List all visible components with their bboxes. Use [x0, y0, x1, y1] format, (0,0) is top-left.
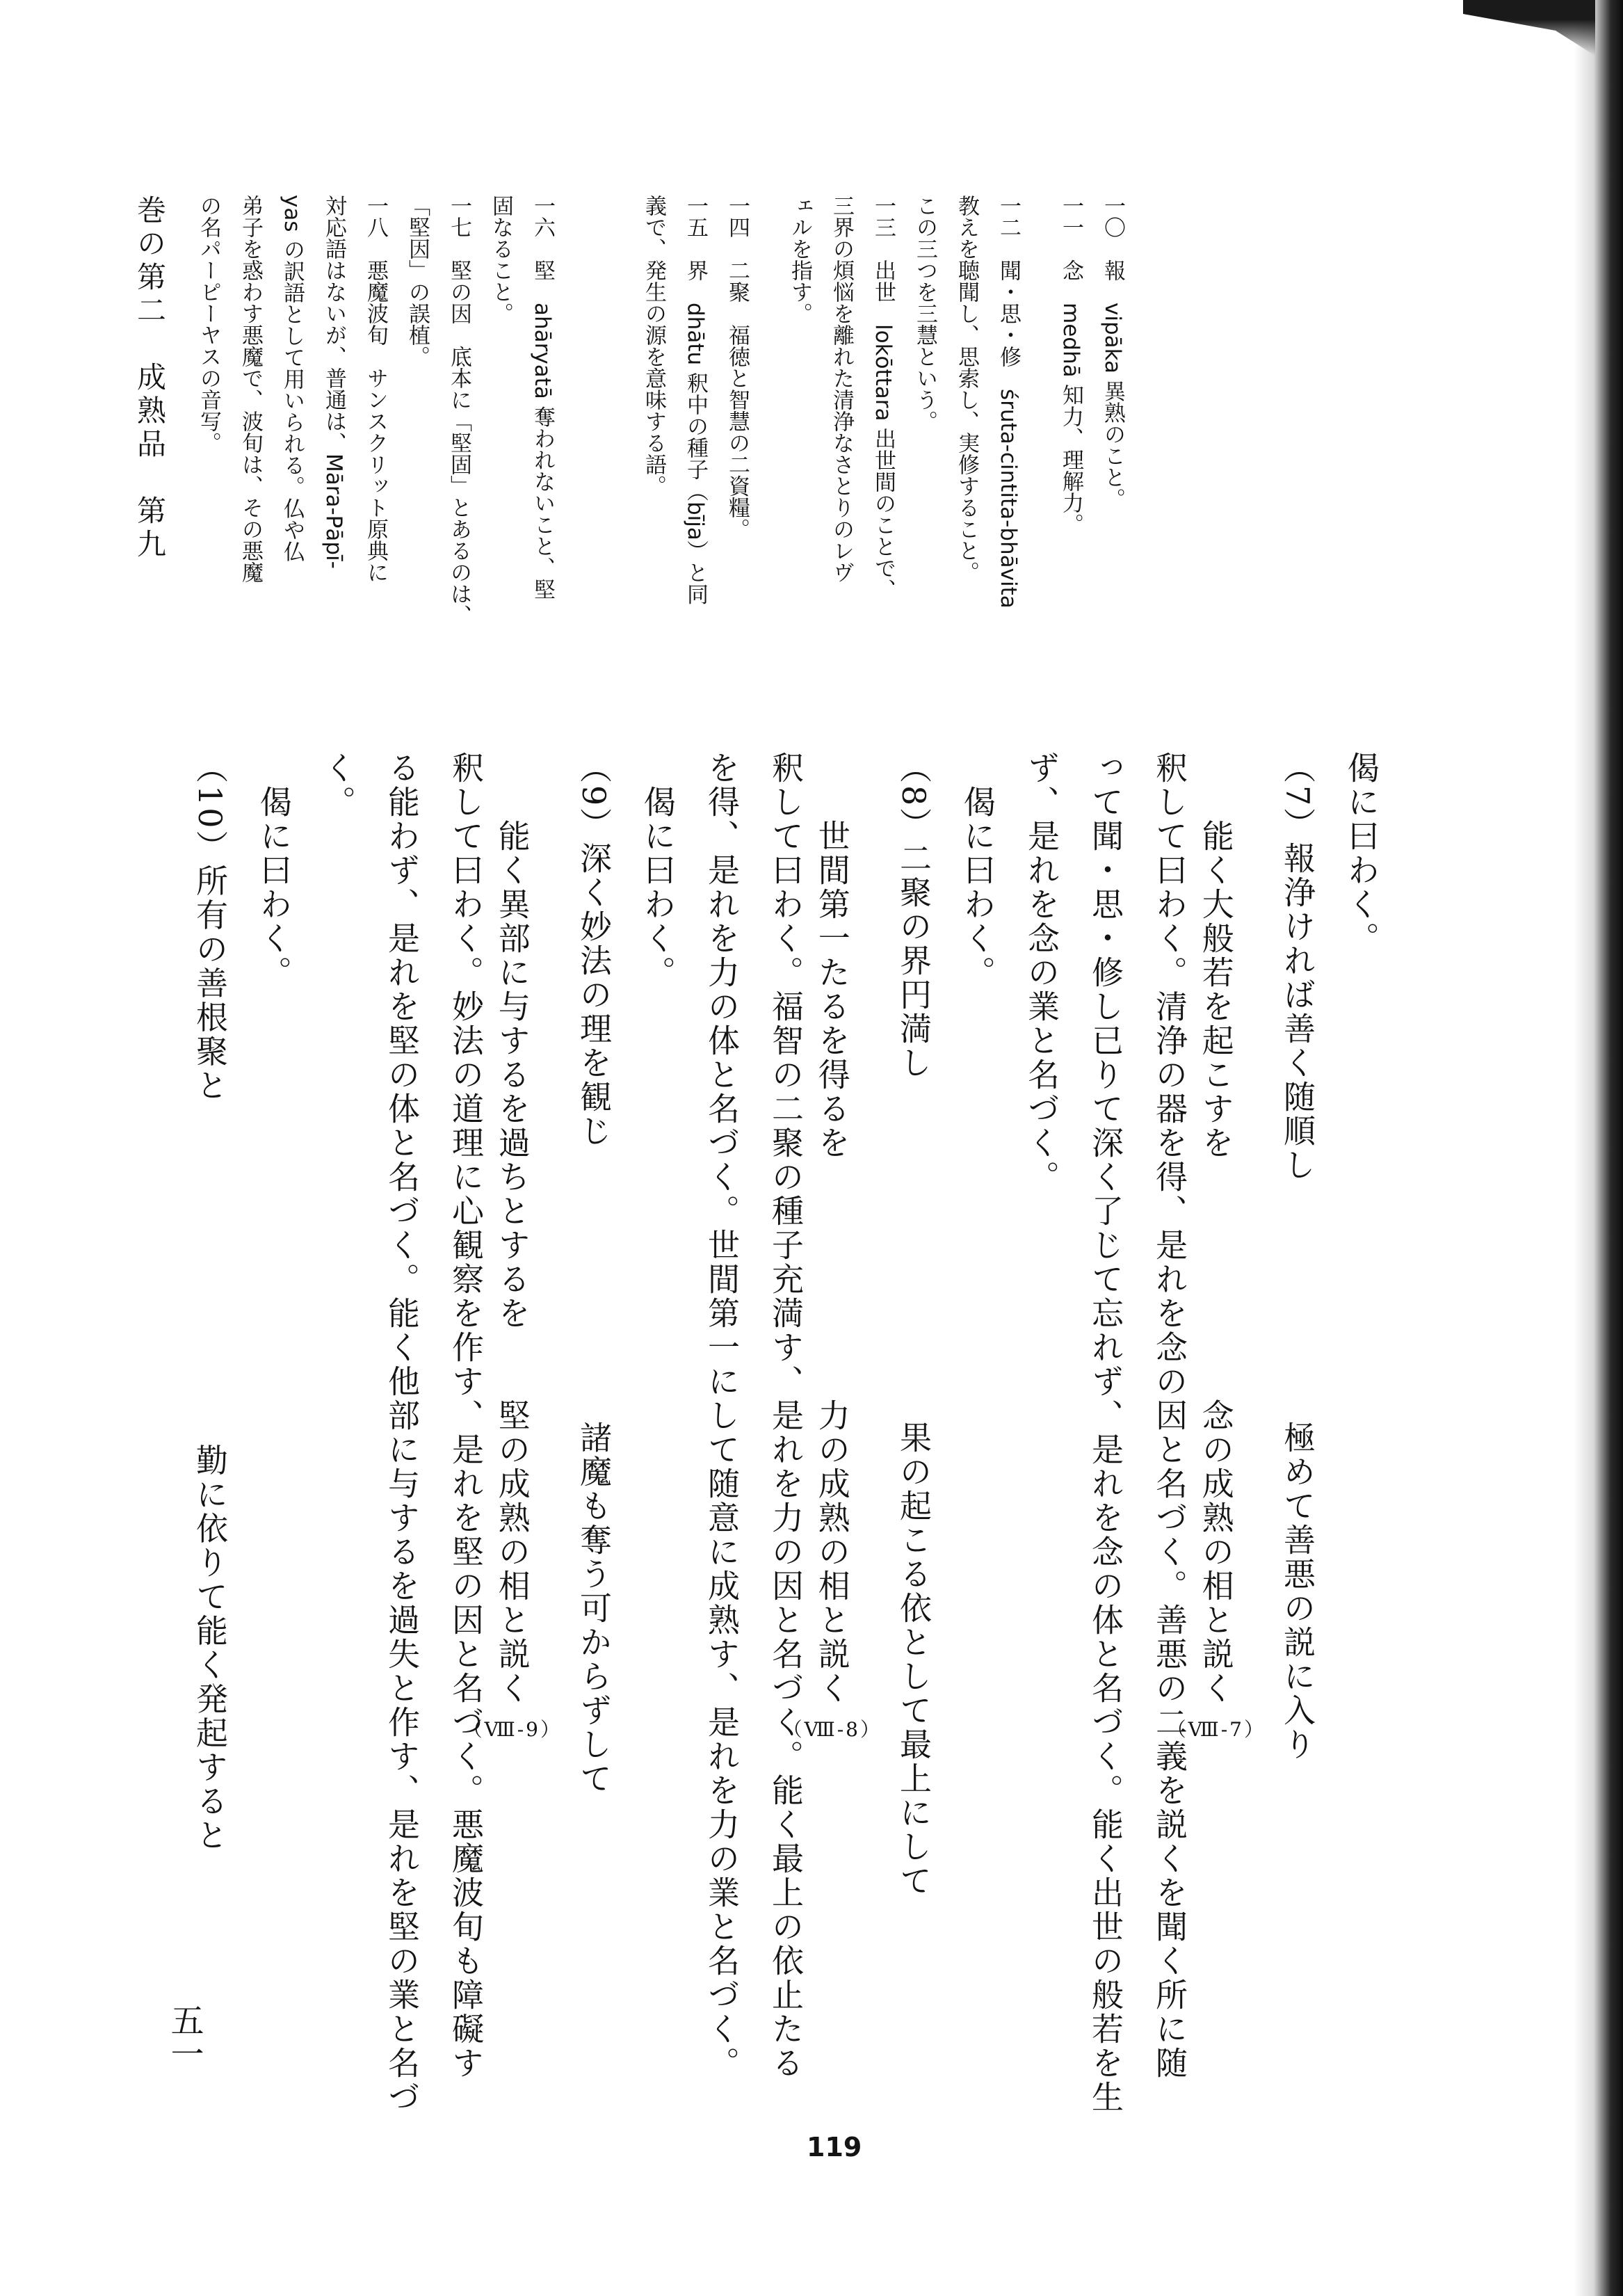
- body-column: って聞・思・修し已りて深く了じて忘れず、是れを念の体と名づく。能く出世の般若を生: [1087, 751, 1124, 2114]
- page-number: 119: [807, 2132, 862, 2162]
- footnote-line: この三つを三慧という。: [912, 195, 937, 432]
- footnote-line: ェルを指す。: [787, 195, 812, 324]
- footnote-line: 対応語はないが、普通は、Māra-Pāpī-: [321, 195, 346, 569]
- body-column: 偈に曰わく。: [255, 751, 293, 990]
- footnote-line: 一八 悪魔波旬 サンスクリット原典に: [363, 195, 388, 583]
- footnote-line: 一一 念 medhā 知力、理解力。: [1058, 195, 1083, 536]
- footnotes: [229, 195, 1133, 723]
- body-column: 能く異部に与するを過ちとするを 堅の成熟の相と説く（Ⅷ-9）: [462, 751, 562, 1741]
- body-column: 釈して曰わく。妙法の道理に心観察を作す、是れを堅の因と名づく。悪魔波旬も障礙す: [447, 751, 485, 2080]
- footnote-line: 一三 出世 lokōttara 出世間のことで、: [871, 195, 896, 601]
- body-column: （8）二聚の界円満し 果の起こる依として最上にして: [895, 751, 932, 1899]
- body-column: （10）所有の善根聚と 勤に依りて能く発起すると: [191, 751, 229, 1853]
- body-column: 釈して曰わく。福智の二聚の種子充満す、是れを力の因と名づく。能く最上の依止たる: [767, 751, 805, 2080]
- footnote-line: 一七 堅の因 底本に「堅固」とあるのは、: [446, 195, 471, 626]
- footnote-line: 一〇 報 vipāka 異熟のこと。: [1100, 195, 1125, 510]
- footnote-line: 弟子を惑わす悪魔で、波旬は、その悪魔: [238, 195, 263, 583]
- footnote-line: 固なること。: [488, 195, 513, 324]
- body-column: 能く大般若を起こすを 念の成熟の相と説く（Ⅷ-7）: [1166, 751, 1266, 1741]
- footnotes-tail: [188, 195, 229, 723]
- body-column: 釈して曰わく。清浄の器を得、是れを念の因と名づく。善悪の二義を説くを聞く所に随: [1151, 751, 1188, 2080]
- body-column: を得、是れを力の体と名づく。世間第一にして随意に成熟す、是れを力の業と名づく。: [703, 751, 741, 2080]
- scan-dark-edge: [1574, 0, 1623, 2296]
- footnote-line: 一二 聞・思・修 śruta-cintita-bhāvita: [996, 195, 1021, 609]
- footnote-line: yas の訳語として用いられる。仏や仏: [280, 195, 305, 563]
- verse-reference: （Ⅷ-7）: [1166, 1718, 1266, 1741]
- body-column: 偈に曰わく。: [959, 751, 996, 990]
- body-column: 偈に曰わく。: [639, 751, 677, 990]
- footnote-line: 一五 界 dhātu 釈中の種子（bīja）と同: [683, 195, 708, 605]
- body-column: （7）報浄ければ善く随順し 極めて善悪の説に入り: [1279, 751, 1316, 1763]
- footnote-line: 三界の煩悩を離れた清浄なさとりのレヴ: [829, 195, 854, 583]
- body-column: る能わず、是れを堅の体と名づく。能く他部に与するを過失と作す、是れを堅の業と名づ: [383, 751, 421, 2114]
- footnote-line: の名パーピーヤスの音写。: [196, 195, 221, 453]
- verse-reference: （Ⅷ-9）: [462, 1718, 562, 1741]
- footnote-line: 一六 堅 ahāryatā 奪われないこと、堅: [530, 195, 555, 600]
- body-column: （9）深く妙法の理を観じ 諸魔も奪う可からずして: [575, 751, 613, 1797]
- footnote-line: 「堅因」の誤植。: [405, 195, 430, 367]
- body-column: く。: [319, 751, 357, 819]
- verse-reference: （Ⅷ-8）: [782, 1718, 882, 1741]
- footnote-line: 義で、発生の源を意味する語。: [641, 195, 666, 497]
- main-text-columns: [100, 751, 1394, 2142]
- body-column: 偈に曰わく。: [1343, 751, 1380, 956]
- footnote-line: 教えを聴聞し、思索し、実修すること。: [954, 195, 979, 583]
- running-head: 巻の第二 成熟品 第九: [133, 195, 167, 562]
- page-number-kanji: 五一: [165, 2003, 204, 2070]
- body-column: 世間第一たるを得るを 力の成熟の相と説く（Ⅷ-8）: [782, 751, 882, 1741]
- body-column: ず、是れを念の業と名づく。: [1023, 751, 1060, 1194]
- footnote-line: 一四 二聚 福徳と智慧の二資糧。: [725, 195, 750, 540]
